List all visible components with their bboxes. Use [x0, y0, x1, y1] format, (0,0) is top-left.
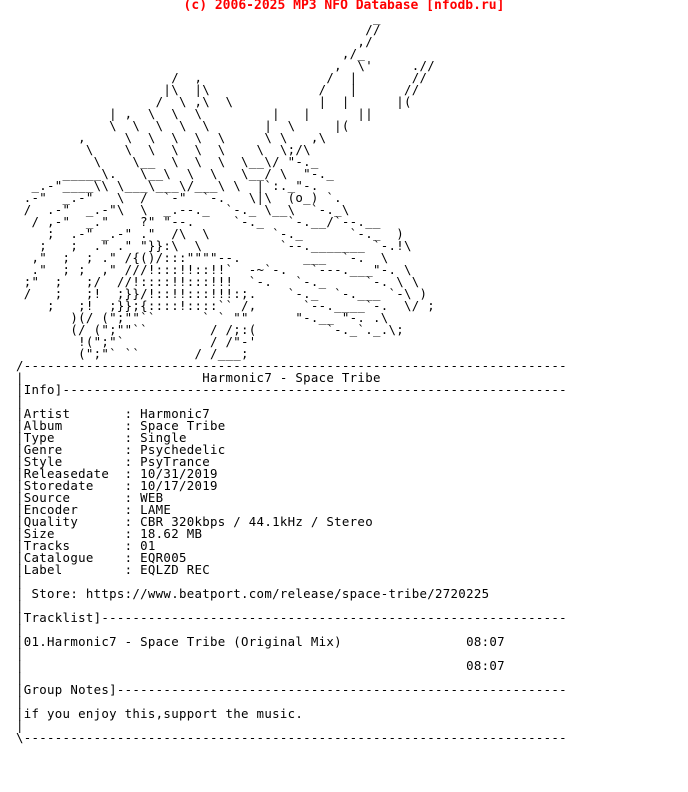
ascii-art-line: ; ;! ;}};{::::!::::`` /, `--.____`-. \/ ; — [16, 298, 436, 313]
info-field-style: |Style : PsyTrance — [16, 454, 210, 469]
ascii-art-line: , \ \ \ \ \ \ \ ,\ — [16, 130, 327, 145]
ascii-art-line: (";"` `` / /___; — [16, 346, 249, 361]
info-field-catalogue: |Catalogue : EQR005 — [16, 550, 187, 565]
nfo-text — [16, 12, 567, 744]
ascii-art-line: _ — [16, 10, 381, 25]
ascii-art-line: _.-"____\\ \___\___\/___\ \ |`:._"-. — [16, 178, 319, 193]
section-group-notes: |Group Notes]---------------------------------------------------------- — [16, 682, 567, 697]
info-field-source: |Source : WEB — [16, 490, 164, 505]
info-field-releasedate: |Releasedate : 10/31/2019 — [16, 466, 218, 481]
ascii-art-line: / ; ;! ;}}/!::!!:::!!!:;. `-._ `-.___ `-\ ) — [16, 286, 428, 301]
ascii-art-line: )(/ (";""`` ` ` "" "-.__ "-. .\ — [16, 310, 389, 325]
track-row: |01.Harmonic7 - Space Tribe (Original Mix) 08:07 — [16, 634, 505, 649]
ascii-art-line: / ,-" _." ?" "--. `-._ `-.__/`--.__ — [16, 214, 381, 229]
rule-top: /---------------------------------------------------------------------- — [16, 358, 567, 373]
info-field-artist: |Artist : Harmonic7 — [16, 406, 210, 421]
ascii-art-line: .-" _.-" \ / `-" `-. \|\ (o_) `. — [16, 190, 342, 205]
ascii-art-line: ," ; ; ." /{()/:::""""--. ___ `-. \ — [16, 250, 389, 265]
ascii-art-line: / .-" _.-"\ \ _.--._ `-._ \__\ `-._\ — [16, 202, 350, 217]
release-title: | Harmonic7 - Space Tribe — [16, 370, 381, 385]
ascii-art-line: ; .-" _.-" ." /\ \ `-._ `-._ ) — [16, 226, 404, 241]
info-field-label: |Label : EQLZD REC — [16, 562, 210, 577]
ascii-art-line: \ \ \ \ \ \ \ \;/\ — [16, 142, 311, 157]
spacer: | — [16, 622, 24, 637]
spacer: | — [16, 394, 24, 409]
info-field-quality: |Quality : CBR 320kbps / 44.1kHz / Stereo — [16, 514, 373, 529]
info-field-encoder: |Encoder : LAME — [16, 502, 172, 517]
ascii-art-line: | , \ \ \ | | || — [16, 106, 373, 121]
spacer: | — [16, 670, 24, 685]
ascii-art-line: ;" ; ;/ //!::::!!:::!!! `-. `-._ `-. \ \ — [16, 274, 420, 289]
ascii-art-line: (/ (";""`` / /;:( `-._`._.\; — [16, 322, 404, 337]
ascii-art-line: / , / | // — [16, 70, 428, 85]
ascii-art-line: , \' .// — [16, 58, 436, 73]
ascii-art-line: _____\. \__\ \ \ \__/ \ "-._ — [16, 166, 335, 181]
spacer: | — [16, 646, 24, 661]
ascii-art-line: !(";"` / /"-' — [16, 334, 327, 349]
section-info: |Info]----------------------------------------------------------------- — [16, 382, 567, 397]
group-notes-text: |if you enjoy this,support the music. — [16, 706, 304, 721]
info-field-type: |Type : Single — [16, 430, 187, 445]
total-time: | 08:07 — [16, 658, 505, 673]
ascii-art-line: \ \ \ \ \ | \ |( — [16, 118, 350, 133]
ascii-art-line: // — [16, 22, 381, 37]
ascii-art-line: ." ; ; ," ///!:::!!::!!` -~`-. `---.___"-. \ — [16, 262, 412, 277]
info-field-size: |Size : 18.62 MB — [16, 526, 203, 541]
rule-bottom: \---------------------------------------------------------------------- — [16, 730, 567, 745]
spacer: | — [16, 574, 24, 589]
ascii-art-line: ,/ — [16, 34, 373, 49]
ascii-art-line: |\ |\ / | // — [16, 82, 420, 97]
info-field-album: |Album : Space Tribe — [16, 418, 226, 433]
info-field-tracks: |Tracks : 01 — [16, 538, 156, 553]
spacer: | — [16, 598, 24, 613]
spacer: | — [16, 718, 24, 733]
info-field-genre: |Genre : Psychedelic — [16, 442, 226, 457]
info-field-storedate: |Storedate : 10/17/2019 — [16, 478, 218, 493]
ascii-art-line: ,/_ — [16, 46, 366, 61]
ascii-art-line: / \ ,\ \ | | |( — [16, 94, 412, 109]
ascii-art-line: ; ; ." ." "}}:\ \ `--._______ `-.!\ — [16, 238, 412, 253]
section-tracklist: |Tracklist]------------------------------------------------------------ — [16, 610, 567, 625]
ascii-art-line: \ \__ \ \ \ \__\/ "-._ — [16, 154, 319, 169]
store-link: | Store: https://www.beatport.com/release/space-tribe/2720225 — [16, 586, 490, 601]
site-header: (c) 2006-2025 MP3 NFO Database [nfodb.ru] — [183, 0, 505, 13]
spacer: | — [16, 694, 24, 709]
